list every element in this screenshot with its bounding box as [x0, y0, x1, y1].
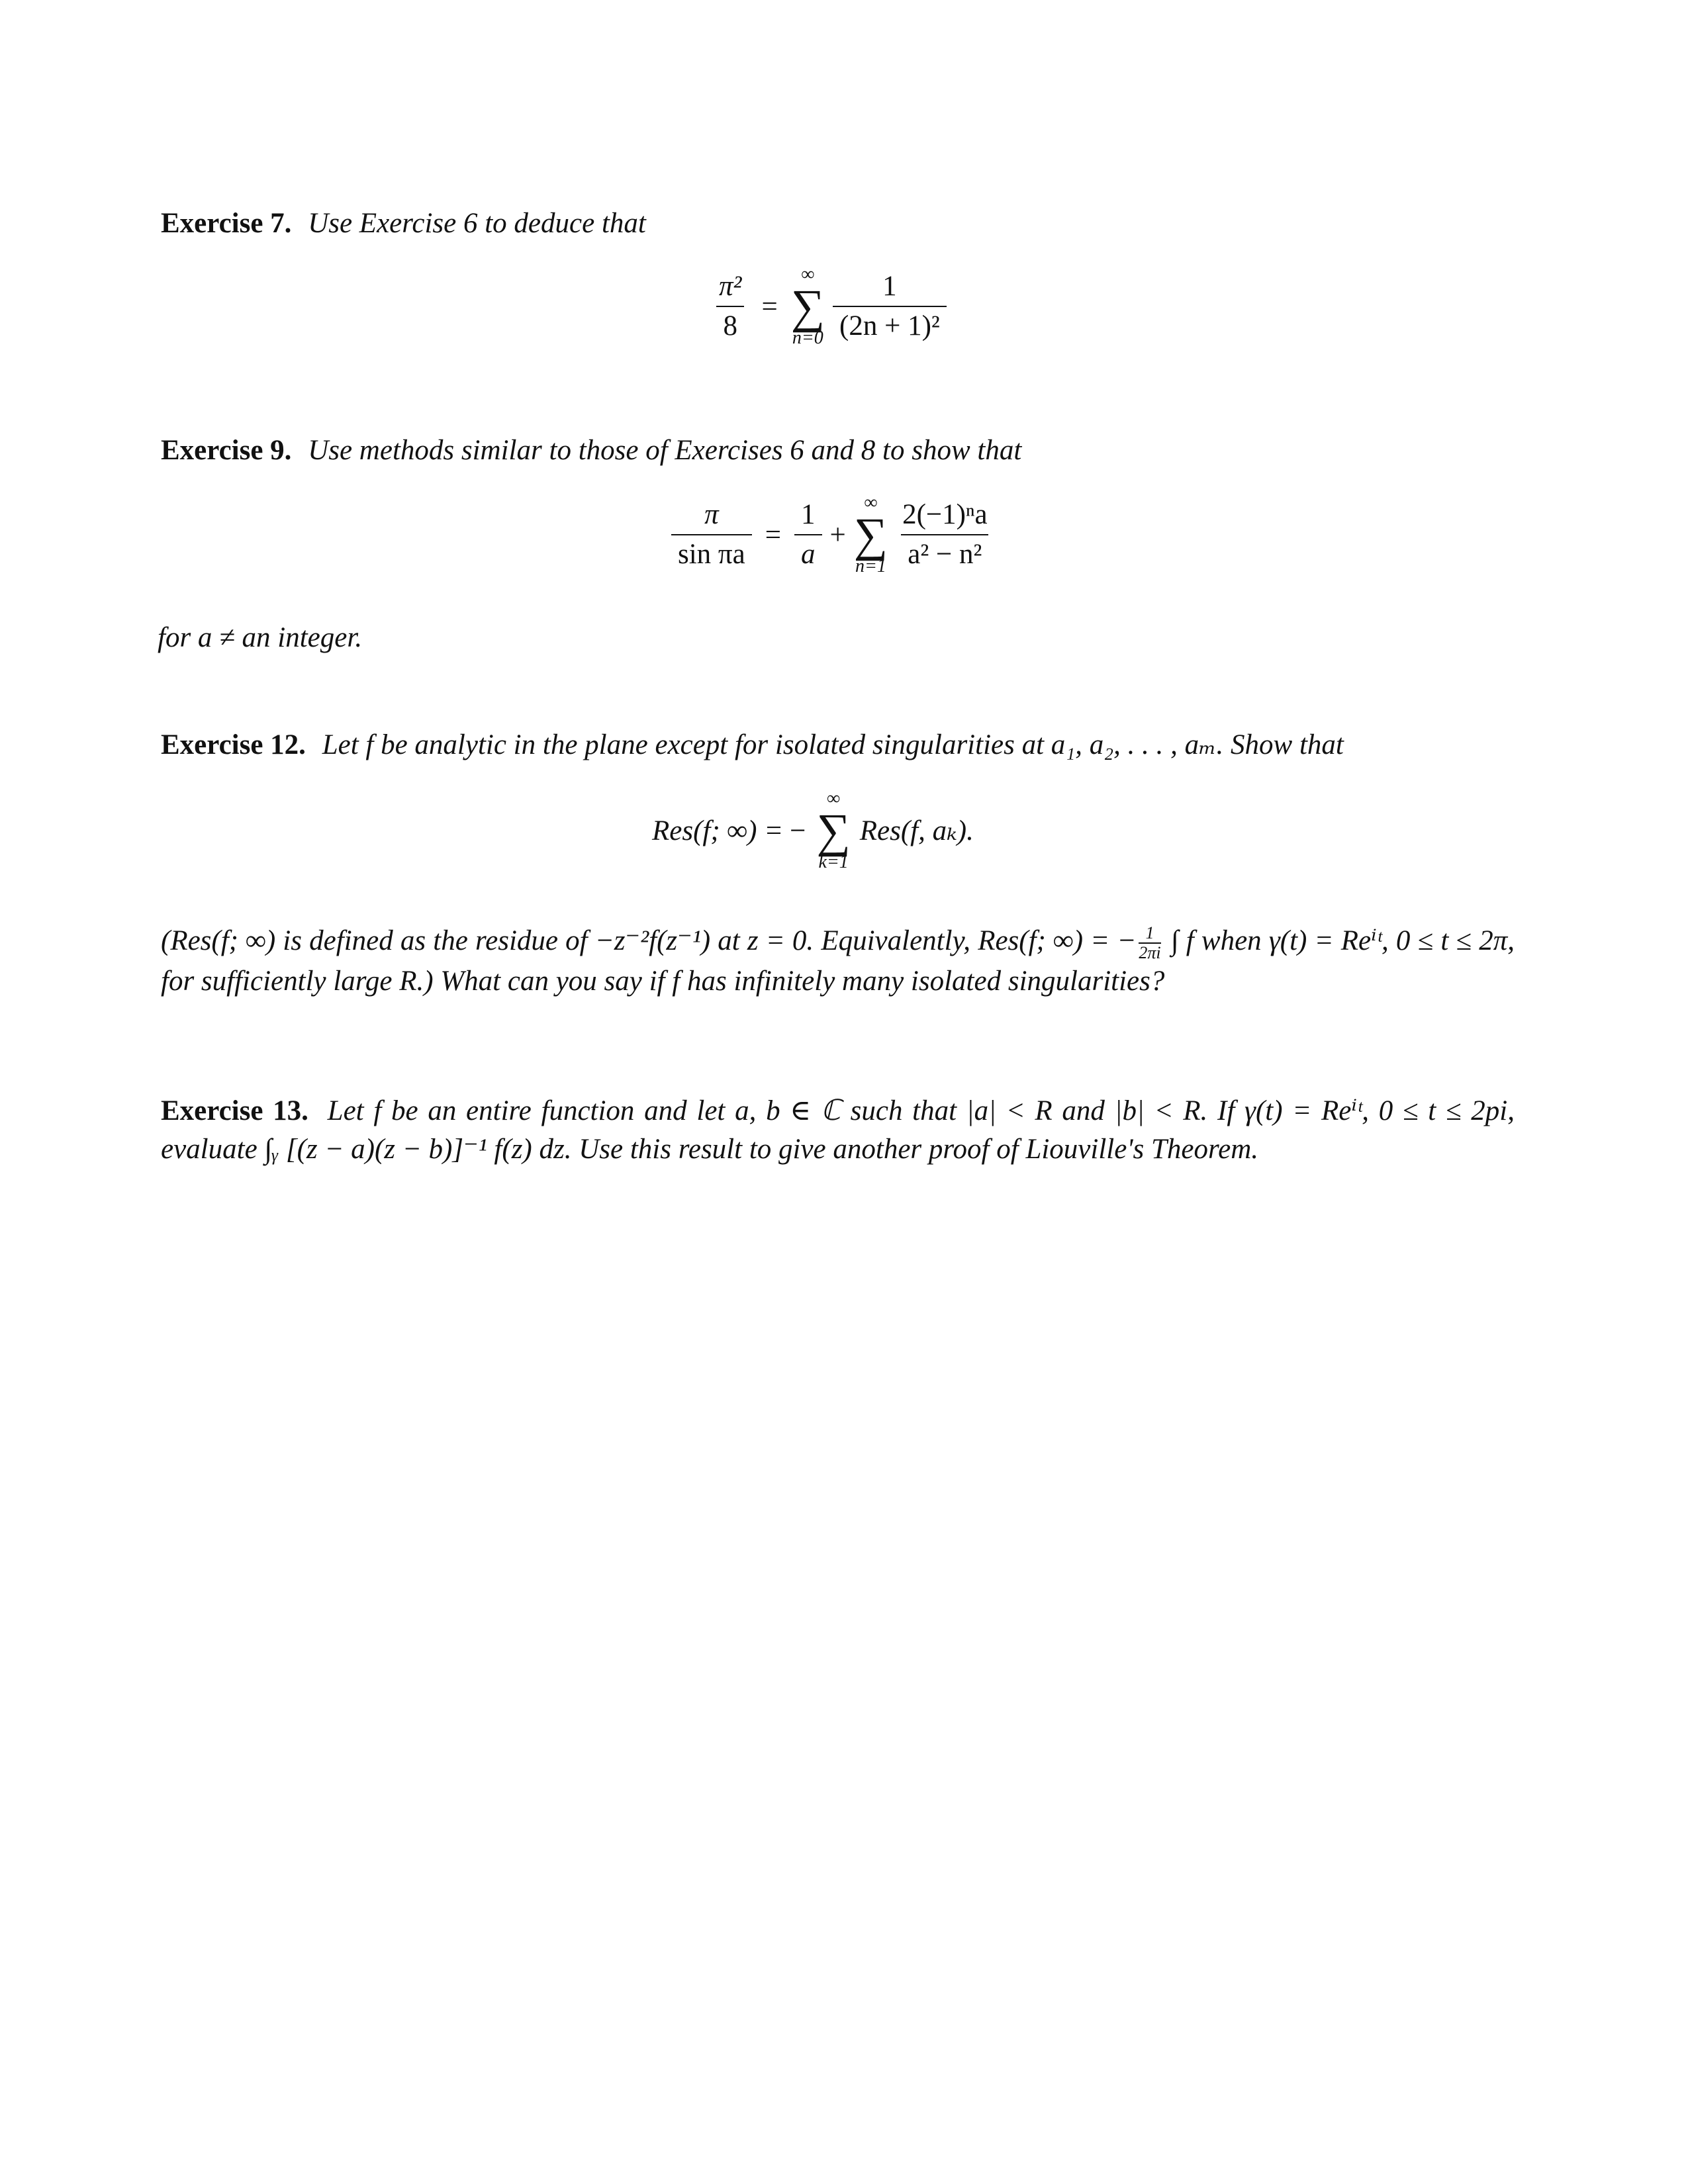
- exercise-12-statement: [161, 726, 1538, 764]
- eq9-lhs-fraction: $\frac{\pi}{\text{sin πa}}$: [671, 500, 752, 570]
- exercise-12-label: Exercise 12.: [161, 729, 306, 760]
- exercise-12-equation: Res(f; ∞) = − ∞ ∑ k=1 Res(f, aₖ).: [652, 788, 974, 872]
- eq12-rhs: Res(f, aₖ).: [859, 815, 974, 846]
- exercise-7-equation: $\frac{\text{π²}}{8}$ = ∞ ∑ n=0 $\frac{1}{\text{(2n + 1)²}}$: [708, 265, 951, 348]
- exercise-7-text: Use Exercise 6 to deduce that: [308, 208, 646, 239]
- exercise-12-note-part-b: ∫ f when γ(t) = Reⁱᵗ, 0 ≤ t ≤ 2π, for sufficiently large R.) What can you say if f has infinitely many isolated singularities?: [161, 925, 1515, 997]
- eq12-lhs: Res(f; ∞) =: [652, 815, 784, 846]
- exercise-9-label: Exercise 9.: [161, 435, 292, 466]
- eq7-summation: ∞ ∑ n=0: [790, 264, 825, 348]
- exercise-9-statement: [161, 432, 1518, 470]
- exercise-9-condition: for a ≠ an integer.: [158, 622, 363, 653]
- eq9-rhs-fraction: $\frac{\text{2(−1)ⁿa}}{\text{a² − n²}}$: [902, 499, 988, 570]
- exercise-12-note: [161, 922, 1515, 1001]
- eq9-summation: ∞ ∑ n=1: [853, 492, 888, 576]
- exercise-9-text: Use methods similar to those of Exercises 6 and 8 to show that: [308, 435, 1022, 466]
- exercise-12-note-fraction: $\frac{1}{2\pi i}$: [1139, 923, 1161, 963]
- eq7-lhs-fraction: $\frac{\text{π²}}{8}$: [712, 271, 748, 341]
- exercise-13-statement: [161, 1092, 1515, 1169]
- exercise-12-text: Let f be analytic in the plane except for isolated singularities at a₁, a₂, . . . , aₘ. Show that: [322, 729, 1344, 760]
- exercise-13-label: Exercise 13.: [161, 1095, 308, 1126]
- exercise-12-note-part-a: (Res(f; ∞) is defined as the residue of −z⁻²f(z⁻¹) at z = 0. Equivalently, Res(f; ∞) = −: [161, 925, 1137, 956]
- exercise-13-text: Let f be an entire function and let a, b ∈ ℂ such that |a| < R and |b| < R. If γ(t) = Reⁱᵗ, 0 ≤ t ≤ 2pi, evaluate ∫ᵧ [(z − a)(z − b)]⁻¹ f(z) dz. Use this result to give another proof of Liouville's Theorem.: [161, 1095, 1515, 1165]
- eq7-rhs-fraction: $\frac{1}{\text{(2n + 1)²}}$: [833, 271, 947, 341]
- eq12-summation: ∞ ∑ k=1: [816, 788, 851, 872]
- exercise-9-equation: $\frac{\pi}{\text{sin πa}}$ = $\frac{1}{a}$ + ∞ ∑ n=1 $\frac{\text{2(−1)ⁿa}}{\text{a² − n²}}$: [667, 493, 998, 576]
- exercise-7-statement: [161, 205, 1518, 243]
- exercise-7-label: Exercise 7.: [161, 208, 292, 239]
- eq9-first-term: $\frac{1}{a}$: [794, 500, 822, 570]
